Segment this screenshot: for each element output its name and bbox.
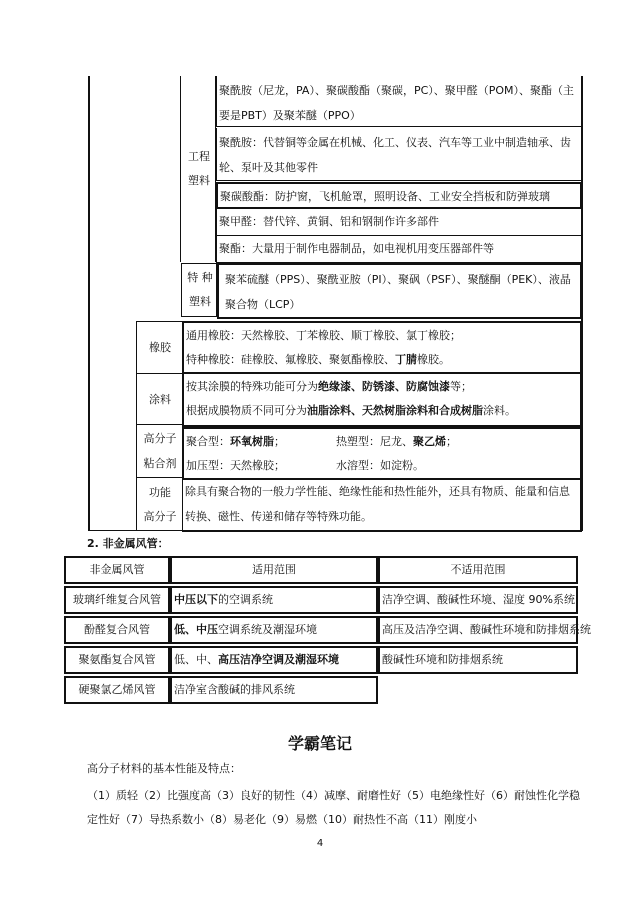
table-left-border xyxy=(88,76,90,531)
special-plastics-text: 聚苯硫醚（PPS）、聚酰亚胺（PI）、聚砜（PSF）、聚醚酮（PEK）、液晶聚合物（LCP） xyxy=(225,273,571,311)
functional-label-cell xyxy=(136,478,182,531)
duct-table xyxy=(64,556,591,704)
functional-label-line2: 高分子 xyxy=(143,510,177,523)
engineering-label-line1: 工程 xyxy=(188,150,210,163)
duct-row-2-apply xyxy=(170,616,378,644)
duct-row-2-apply-bold: 低、中压 xyxy=(174,623,218,636)
coating-line-2-end: 涂料。 xyxy=(483,404,516,417)
duct-header-name: 非金属风管 xyxy=(64,556,170,584)
duct-row-3-name: 聚氨酯复合风管 xyxy=(64,646,170,674)
duct-row-2-apply-rest: 空调系统及潮湿环境 xyxy=(218,623,317,636)
engineering-row-2-text: 聚酰胺：代替铜等金属在机械、化工、仪表、汽车等工业中制造轴承、齿轮、泵叶及其他零件 xyxy=(219,136,571,174)
adhesive-r1b-a: 热塑型：尼龙、 xyxy=(336,435,413,448)
adhesive-r1a: 聚合型： xyxy=(186,435,230,448)
rubber-label: 橡胶 xyxy=(149,341,171,354)
engineering-plastics-label xyxy=(180,76,216,262)
special-label-line1: 特 种 xyxy=(187,271,213,284)
page-number: 4 xyxy=(316,838,324,849)
adhesive-row-1 xyxy=(186,430,578,454)
adhesive-r1b-bold: 聚乙烯 xyxy=(413,435,446,448)
coating-line-1-end: 等； xyxy=(450,380,472,393)
adhesive-r2b: 水溶型：如淀粉。 xyxy=(336,459,424,472)
functional-text: 除具有聚合物的一般力学性能、绝缘性能和热性能外，还具有物质、能量和信息转换、磁性、传递和储存等特殊功能。 xyxy=(185,485,570,523)
coating-label: 涂料 xyxy=(149,393,171,406)
engineering-row-2 xyxy=(216,128,582,181)
duct-row-1-notapply: 洁净空调、酸碱性环境、湿度 90%系统 xyxy=(378,586,578,614)
rubber-line-2-bold: 丁腈 xyxy=(395,353,417,366)
duct-row-1-apply xyxy=(170,586,378,614)
engineering-row-3-text: 聚碳酸酯：防护窗，飞机舱罩，照明设备、工业安全挡板和防弹玻璃 xyxy=(220,190,550,203)
coating-cell xyxy=(182,374,582,427)
coating-line-2 xyxy=(186,399,578,423)
duct-row-1-apply-rest: 的空调系统 xyxy=(218,593,273,606)
notes-body: （1）质轻（2）比强度高（3）良好的韧性（4）减摩、耐磨性好（5）电绝缘性好（6）耐蚀性化学稳定性好（7）导热系数小（8）易老化（9）易燃（10）耐热性不高（11）刚度小 xyxy=(87,789,580,826)
rubber-label-cell xyxy=(136,321,182,374)
duct-row-3-apply xyxy=(170,646,378,674)
rubber-line-2 xyxy=(186,348,578,372)
adhesive-label-cell xyxy=(136,425,182,478)
engineering-row-1 xyxy=(216,76,582,127)
engineering-row-5 xyxy=(216,236,582,263)
notes-title: 学霸笔记 xyxy=(287,734,352,753)
engineering-row-1-text: 聚酰胺（尼龙，PA）、聚碳酸酯（聚碳，PC）、聚甲醛（POM）、聚酯（主要是PBT）及聚苯醚（PPO） xyxy=(219,84,575,122)
coating-line-2-bold: 油脂涂料、天然树脂涂料和合成树脂 xyxy=(307,404,483,417)
adhesive-r1b-end: ； xyxy=(446,435,457,448)
duct-row-4-name: 硬聚氯乙烯风管 xyxy=(64,676,170,704)
duct-row-1-name: 玻璃纤维复合风管 xyxy=(64,586,170,614)
engineering-row-4-text: 聚甲醛：替代锌、黄铜、铝和钢制作许多部件 xyxy=(219,215,439,228)
coating-line-1 xyxy=(186,375,578,399)
rubber-line-2-a: 特种橡胶：硅橡胶、氟橡胶、聚氨酯橡胶、 xyxy=(186,353,395,366)
duct-row-4-apply: 洁净室含酸碱的排风系统 xyxy=(170,676,378,704)
adhesive-r2a: 加压型：天然橡胶； xyxy=(186,459,285,472)
rubber-line-1: 通用橡胶：天然橡胶、丁苯橡胶、顺丁橡胶、氯丁橡胶； xyxy=(186,329,461,342)
coating-line-1-a: 按其涂膜的特殊功能可分为 xyxy=(186,380,318,393)
duct-row-2-name: 酚醛复合风管 xyxy=(64,616,170,644)
special-label-line2: 塑料 xyxy=(189,295,211,308)
table-bottom-border xyxy=(88,530,138,531)
duct-row-3-apply-bold: 高压洁净空调及潮湿环境 xyxy=(218,653,339,666)
special-plastics-label xyxy=(181,263,217,317)
coating-line-1-bold: 绝缘漆、防锈漆、防腐蚀漆 xyxy=(318,380,450,393)
adhesive-label-line1: 高分子 xyxy=(143,432,177,445)
functional-label-line1: 功能 xyxy=(149,486,171,499)
special-plastics-cell xyxy=(217,263,582,319)
adhesive-r1b xyxy=(336,430,457,454)
adhesive-row-2 xyxy=(186,454,578,478)
duct-row-2-notapply: 高压及洁净空调、酸碱性环境和防排烟系统 xyxy=(378,616,578,644)
adhesive-label-line2: 粘合剂 xyxy=(143,457,177,470)
duct-row-4-notapply xyxy=(378,676,578,704)
adhesive-cell xyxy=(182,427,582,480)
engineering-label-line2: 塑料 xyxy=(188,174,210,187)
rubber-line-2-end: 橡胶。 xyxy=(417,353,450,366)
adhesive-r1a-bold: 环氧树脂 xyxy=(230,435,274,448)
section-2-heading: 2. 非金属风管： xyxy=(87,537,169,550)
coating-label-cell xyxy=(136,374,182,425)
engineering-row-4 xyxy=(216,209,582,236)
engineering-row-5-text: 聚酯：大量用于制作电器制品，如电视机用变压器部件等 xyxy=(219,242,494,255)
functional-cell xyxy=(182,478,582,532)
rubber-cell xyxy=(182,321,582,374)
duct-row-1-apply-bold: 中压以下 xyxy=(174,593,218,606)
duct-header-notapply: 不适用范围 xyxy=(378,556,578,584)
coating-line-2-a: 根据成膜物质不同可分为 xyxy=(186,404,307,417)
duct-row-3-notapply: 酸碱性环境和防排烟系统 xyxy=(378,646,578,674)
engineering-row-3 xyxy=(216,182,582,209)
duct-row-3-apply-pre: 低、中、 xyxy=(174,653,218,666)
notes-intro: 高分子材料的基本性能及特点： xyxy=(87,762,241,775)
duct-header-apply: 适用范围 xyxy=(170,556,378,584)
adhesive-r1a-end: ； xyxy=(274,435,285,448)
